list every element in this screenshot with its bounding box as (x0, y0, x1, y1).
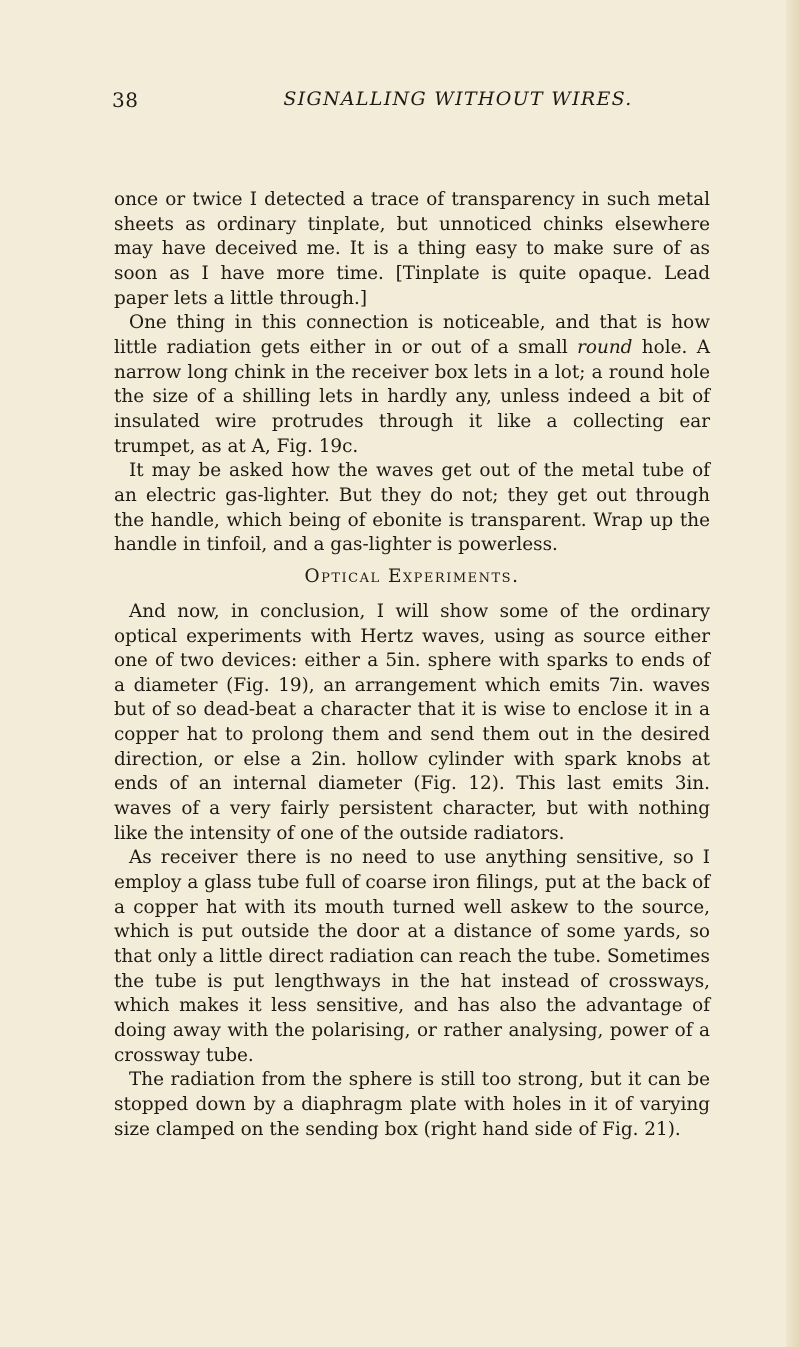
paragraph-2-text-a: One thing in this connection is noticeable, and that is how little radiation gets either in or out of a small (114, 312, 710, 358)
running-head (112, 88, 712, 116)
running-title: SIGNALLING WITHOUT WIRES. (283, 88, 633, 110)
paragraph-2 (114, 311, 710, 459)
body-text (114, 188, 710, 1142)
paragraph-5: As receiver there is no need to use anything sensitive, so I employ a glass tube full of coarse iron filings, put at the back of a copper hat with its mouth turned well askew to the source, which is put outside the door at a distance of some yards, so that only a little direct radiation can reach the tube. Sometimes the tube is put lengthways in the hat instead of crossways, which makes it less sensitive, and has also the advantage of doing away with the polarising, or rather analysing, power of a crossway tube. (114, 847, 710, 1066)
page-number: 38 (112, 88, 139, 112)
paragraph-6: The radiation from the sphere is still too strong, but it can be stopped down by a diaphragm plate with holes in it of varying size clamped on the sending box (right hand side of Fig. 21). (114, 1069, 710, 1140)
paragraph-3: It may be asked how the waves get out of the metal tube of an electric gas-lighter. But they do not; they get out through the handle, which being of ebonite is transparent. Wrap up the handle in tinfoil, and a gas-lighter is powerless. (114, 460, 710, 556)
paragraph-4: And now, in conclusion, I will show some of the ordinary optical experiments with Hertz waves, using as source either one of two devices: either a 5in. sphere with sparks to ends of a diameter (Fig. 19), an arrangement which emits 7in. waves but of so dead-beat a character that it is wise to enclose it in a copper hat to prolong them and send them out in the desired direction, or else a 2in. hollow cylinder with spark knobs at ends of an internal diameter (Fig. 12). This last emits 3in. waves of a very fairly persistent character, but with nothing like the intensity of one of the outside radiators. (114, 600, 710, 844)
paragraph-2-text-b: hole. A narrow long chink in the receiver box lets in a lot; a round hole the size of a shilling lets in hardly any, unless indeed a bit of insulated wire protrudes through it like a collecting ear trumpet, as at A, Fig. 19c. (114, 336, 710, 457)
paragraph-1: once or twice I detected a trace of transparency in such metal sheets as ordinary tinplate, but unnoticed chinks elsewhere may have deceived me. It is a thing easy to make sure of as soon as I have more time. [Tinplate is quite opaque. Lead paper lets a little through.] (114, 189, 710, 309)
page-edge (786, 0, 800, 1347)
emphasis-round: round (577, 336, 633, 358)
section-heading: Optical Experiments. (304, 565, 520, 587)
